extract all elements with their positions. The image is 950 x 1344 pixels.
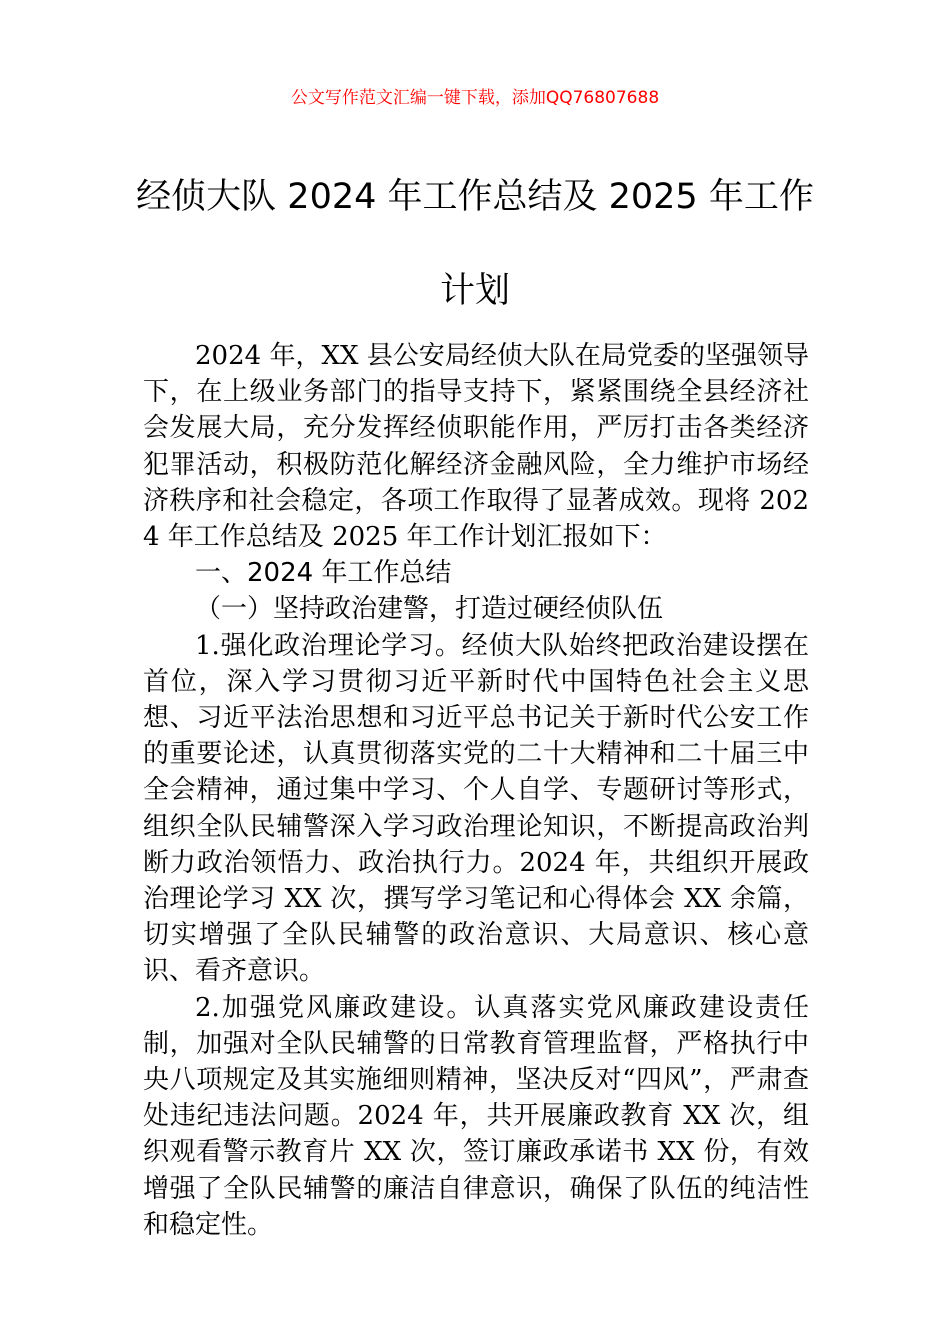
body-paragraph-1: 1.强化政治理论学习。经侦大队始终把政治建设摆在首位，深入学习贯彻习近平新时代中国特色社会主义思想、习近平法治思想和习近平总书记关于新时代公安工作的重要论述，认真贯彻落实党的二十大精神和二十届三中全会精神，通过集中学习、个人自学、专题研讨等形式，组织全队民辅警深入学习政治理论知识，不断提高政治判断力政治领悟力、政治执行力。2024 年，共组织开展政治理论学习 XX 次，撰写学习笔记和心得体会 XX 余篇，切实增强了全队民辅警的政治意识、大局意识、核心意识、看齐意识。 <box>143 630 809 987</box>
body-paragraph-2: 2.加强党风廉政建设。认真落实党风廉政建设责任制，加强对全队民辅警的日常教育管理监督，严格执行中央八项规定及其实施细则精神，坚决反对“四风”，严肃查处违纪违法问题。2024 年，共开展廉政教育 XX 次，组织观看警示教育片 XX 次，签订廉政承诺书 XX 份，有效增强了全队民辅警的廉洁自律意识，确保了队伍的纯洁性和稳定性。 <box>143 992 809 1240</box>
intro-paragraph: 2024 年，XX 县公安局经侦大队在局党委的坚强领导下，在上级业务部门的指导支持下，紧紧围绕全县经济社会发展大局，充分发挥经侦职能作用，严厉打击各类经济犯罪活动，积极防范化解经济金融风险，全力维护市场经济秩序和社会稳定，各项工作取得了显著成效。现将 2024 年工作总结及 2025 年工作计划汇报如下： <box>143 341 809 553</box>
subsection-heading: （一）坚持政治建警，打造过硬经侦队伍 <box>195 594 664 625</box>
document-body <box>143 338 809 1243</box>
section-heading: 一、2024 年工作总结 <box>195 558 452 589</box>
document-title: 经侦大队 2024 年工作总结及 2025 年工作计划 <box>136 177 814 311</box>
download-banner: 公文写作范文汇编一键下载，添加QQ76807688 <box>290 88 660 108</box>
